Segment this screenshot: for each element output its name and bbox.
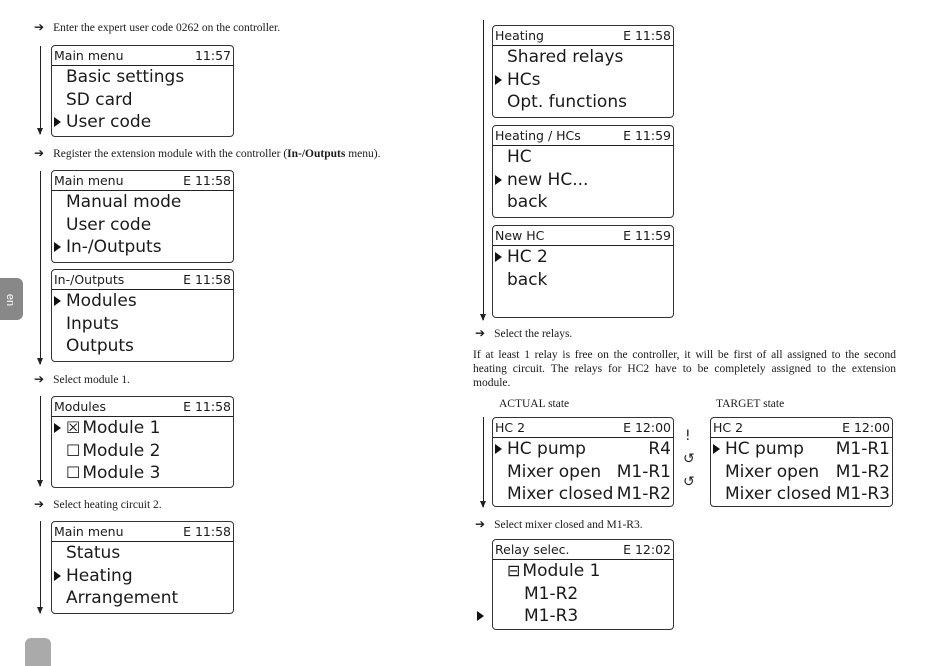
relay-row[interactable] [493,461,673,484]
relay-row[interactable] [711,461,892,484]
screen-main-menu-3 [51,521,234,614]
menu-row[interactable] [493,269,673,292]
screen-time: E 11:58 [183,173,231,188]
menu-row[interactable] [52,214,233,237]
row-label: HC pump [507,439,586,459]
row-value: M1-R2 [616,484,671,504]
relay-row-selected[interactable] [493,438,673,461]
row-label: HC 2 [507,247,548,267]
row-label: SD card [66,89,133,110]
change-arrow-icon: ↺ [683,474,695,490]
instruction-1 [34,20,280,35]
menu-row[interactable] [52,335,233,358]
instruction-text: Select module 1. [53,374,131,386]
menu-row[interactable] [52,542,233,565]
menu-row-selected[interactable] [493,169,673,192]
row-label: User code [66,214,152,235]
screen-title: Heating / HCs [495,128,581,143]
screen-time: E 11:58 [623,28,671,43]
screen-time: E 12:02 [623,542,671,557]
menu-row[interactable] [493,46,673,69]
screen-time: E 11:58 [183,524,231,539]
screen-main-menu-1 [51,45,234,137]
relay-row-selected[interactable] [711,438,892,461]
module-row[interactable] [52,462,233,485]
screen-heating-hcs [492,125,674,218]
actual-state-label: ACTUAL state [499,398,570,410]
row-label: User code [66,112,152,132]
row-label: HCs [507,69,541,90]
screen-hc2-actual [492,417,674,507]
screen-time: E 11:58 [183,399,231,414]
screen-time: E 11:59 [623,128,671,143]
screen-in-outputs [51,269,234,362]
screen-relay-selection [492,539,674,630]
instruction-text: Select heating circuit 2. [53,499,162,511]
row-value: R4 [648,439,671,459]
instruction-6 [475,517,643,532]
menu-row-selected[interactable] [52,565,233,588]
screen-title: New HC [495,228,545,243]
instruction-text: Enter the expert user code 0262 on the controller. [53,22,281,34]
flow-line [483,20,484,320]
flow-line [40,396,41,486]
row-label: back [507,269,548,290]
instruction-bold: In-/Outputs [287,148,346,160]
row-label: Module 3 [82,463,161,483]
screen-title: Modules [54,399,106,414]
screen-main-menu-2 [51,170,234,263]
row-label: Module 1 [82,418,161,438]
row-label: Inputs [66,313,119,334]
language-tab [0,278,23,320]
screen-title: Main menu [54,173,124,188]
instruction-4 [34,497,162,512]
menu-row[interactable] [52,313,233,336]
row-label: HC [507,147,532,167]
arrow-icon: ➔ [475,517,486,531]
menu-row[interactable] [52,191,233,214]
menu-row-selected[interactable] [52,111,233,134]
instruction-5 [475,326,572,341]
screen-time: E 11:58 [183,272,231,287]
arrow-icon: ➔ [34,146,45,160]
relay-row[interactable] [493,483,673,506]
row-label: Module 1 [522,561,601,581]
row-label: Mixer closed [507,484,614,504]
row-label: Manual mode [66,192,182,212]
row-label: Basic settings [66,67,185,87]
checkbox-empty-icon[interactable]: ☐ [66,440,81,460]
screen-title: Main menu [54,524,124,539]
screen-title: Main menu [54,48,124,63]
screen-modules [51,396,234,488]
row-label: Module 2 [82,440,161,461]
instruction-text: Select the relays. [494,328,573,340]
row-label: Mixer closed [725,484,832,504]
flow-line [483,417,484,507]
row-label: Opt. functions [507,92,627,112]
flow-line [40,171,41,364]
menu-row-selected[interactable] [52,290,233,313]
row-label: back [507,192,548,212]
row-label: Modules [66,291,137,311]
row-label: In-/Outputs [66,237,162,257]
language-label: en [4,293,17,307]
row-label: M1-R2 [524,583,579,604]
menu-row-selected[interactable] [493,69,673,92]
row-value: M1-R1 [616,461,671,482]
row-label: Shared relays [507,47,624,67]
screen-title: HC 2 [495,420,526,435]
screen-title: Heating [495,28,544,43]
row-value: M1-R3 [835,484,890,504]
row-label: Mixer open [725,461,820,482]
row-label: new HC... [507,169,589,190]
relay-row[interactable] [711,483,892,506]
screen-hc2-target [710,417,893,507]
instruction-text: Register the extension module with the controller ( [53,148,288,160]
screen-time: E 12:00 [842,420,890,435]
module-row[interactable] [52,440,233,463]
menu-row[interactable] [493,191,673,214]
change-arrow-icon: ↺ [683,451,695,467]
module-group-row[interactable] [493,560,673,583]
arrow-icon: ➔ [34,372,45,386]
instruction-2 [34,146,380,161]
row-label: Arrangement [66,588,179,608]
instruction-3 [34,372,130,387]
menu-row[interactable] [493,146,673,169]
target-state-label: TARGET state [716,398,785,410]
checkbox-checked-icon[interactable]: ☒ [66,418,81,437]
arrow-icon: ➔ [34,497,45,511]
warning-mark-icon: ! [685,428,691,444]
flow-line [40,46,41,134]
row-label: Heating [66,565,133,586]
menu-row-selected[interactable] [493,246,673,269]
relay-option-row-selected[interactable] [493,605,673,628]
screen-new-hc [492,225,674,318]
row-label: M1-R3 [524,606,579,626]
checkbox-empty-icon[interactable]: ☐ [66,463,81,482]
screen-title: Relay selec. [495,542,570,557]
module-row-selected[interactable] [52,417,233,440]
arrow-icon: ➔ [34,20,45,34]
flow-line [40,521,41,613]
page-number-box [25,638,51,666]
menu-row[interactable] [52,587,233,610]
menu-row[interactable] [493,91,673,114]
menu-row-selected[interactable] [52,236,233,259]
screen-time: E 12:00 [623,420,671,435]
screen-title: HC 2 [713,420,744,435]
explanation-paragraph: If at least 1 relay is free on the controller, it will be first of all assigned to the second heating circuit. The relays for HC2 have to be completely assigned to the extension module. [473,349,896,390]
relay-option-row[interactable] [493,583,673,606]
screen-time: 11:57 [194,48,231,63]
menu-row[interactable] [52,66,233,89]
screen-heating [492,25,674,118]
row-value: M1-R1 [835,439,890,459]
screen-title: In-/Outputs [54,272,125,287]
row-label: Mixer open [507,461,602,482]
arrow-icon: ➔ [475,326,486,340]
row-label: HC pump [725,439,804,459]
instruction-text: menu). [345,148,381,160]
row-label: Outputs [66,336,134,356]
screen-time: E 11:59 [623,228,671,243]
collapse-icon[interactable]: ⊟ [507,561,521,580]
instruction-text: Select mixer closed and M1-R3. [494,519,643,531]
menu-row[interactable] [52,89,233,112]
row-label: Status [66,543,121,563]
row-value: M1-R2 [835,461,890,482]
